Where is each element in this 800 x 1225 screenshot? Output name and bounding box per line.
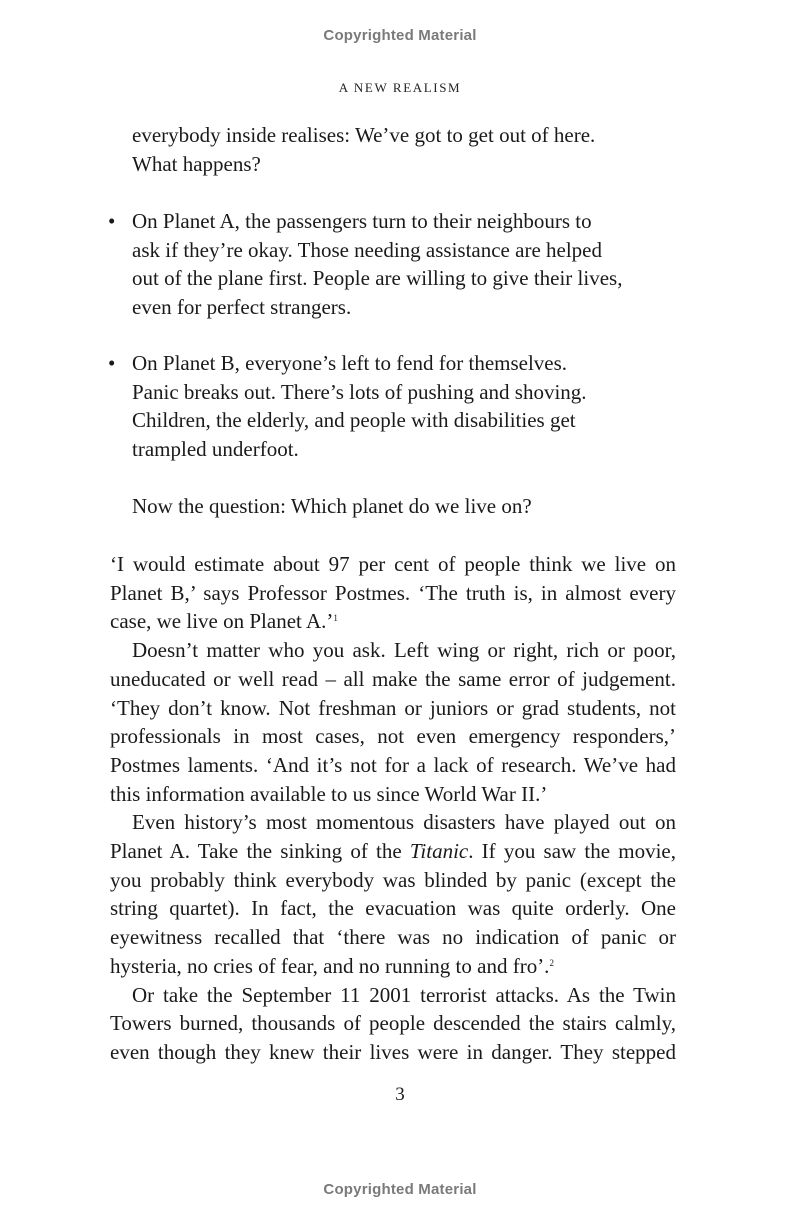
bullet-line: ask if they’re okay. Those needing assistance are helped xyxy=(132,237,602,262)
intro-line: What happens? xyxy=(132,151,261,176)
italic-title: Titanic xyxy=(409,839,469,864)
paragraph-1-text: ‘I would estimate about 97 per cent of people think we live on Planet B,’ says Professor Postmes. ‘The truth is, in almost every case, we live on Planet A.’ xyxy=(110,552,676,634)
paragraph-1 xyxy=(110,550,676,636)
bullet-line: On Planet A, the passengers turn to their neighbours to xyxy=(132,209,592,233)
question-text: Now the question: Which planet do we live on? xyxy=(132,494,532,518)
footnote-marker-1: 1 xyxy=(333,613,338,624)
bullet-item-planet-b xyxy=(132,349,672,464)
bullet-line: Panic breaks out. There’s lots of pushing and shoving. xyxy=(132,379,587,404)
bullet-dot: • xyxy=(108,209,116,233)
running-head: A NEW REALISM xyxy=(338,80,462,95)
paragraph-3-text-after: . If you saw the movie, you probably think everybody was blinded by panic (except the string quartet). In fact, the evacuation was quite orderly. One eyewitness recalled that ‘there was no indication of panic or hysteria, no cries of fear, and no running to and fro’. xyxy=(110,839,676,978)
copyright-watermark-top: Copyrighted Material xyxy=(323,27,477,44)
page-number: 3 xyxy=(395,1084,405,1105)
body-text xyxy=(110,550,676,1067)
paragraph-3-text-before: Even history’s most momentous disasters have played out on Planet A. Take the sinking of the xyxy=(110,810,676,864)
bullet-dot: • xyxy=(108,351,116,375)
bullet-item-planet-a xyxy=(132,207,672,322)
paragraph-2: Doesn’t matter who you ask. Left wing or right, rich or poor, uneducated or well read – all make the same error of judgement. ‘They don’t know. Not freshman or juniors or grad students, not professionals in most cases, not even emergency responders,’ Postmes laments. ‘And it’s not for a lack of research. We’ve had this information available to us since World War II.’ xyxy=(110,638,676,806)
paragraph-4: Or take the September 11 2001 terrorist attacks. As the Twin Towers burned, thousands of people descended the stairs calmly, even though they knew their lives were in danger. They stepped xyxy=(110,982,676,1064)
bullet-line: even for perfect strangers. xyxy=(132,295,352,320)
question-line xyxy=(132,492,672,521)
bullet-line: out of the plane first. People are willing to give their lives, xyxy=(132,266,623,291)
copyright-watermark-bottom: Copyrighted Material xyxy=(323,1181,477,1198)
intro-line: everybody inside realises: We’ve got to get out of here. xyxy=(132,123,596,147)
bullet-line: trampled underfoot. xyxy=(132,437,299,462)
paragraph-3 xyxy=(110,808,676,980)
intro-block xyxy=(132,121,672,178)
bullet-line: On Planet B, everyone’s left to fend for themselves. xyxy=(132,351,568,375)
bullet-line: Children, the elderly, and people with disabilities get xyxy=(132,408,576,433)
footnote-marker-2: 2 xyxy=(549,957,554,968)
